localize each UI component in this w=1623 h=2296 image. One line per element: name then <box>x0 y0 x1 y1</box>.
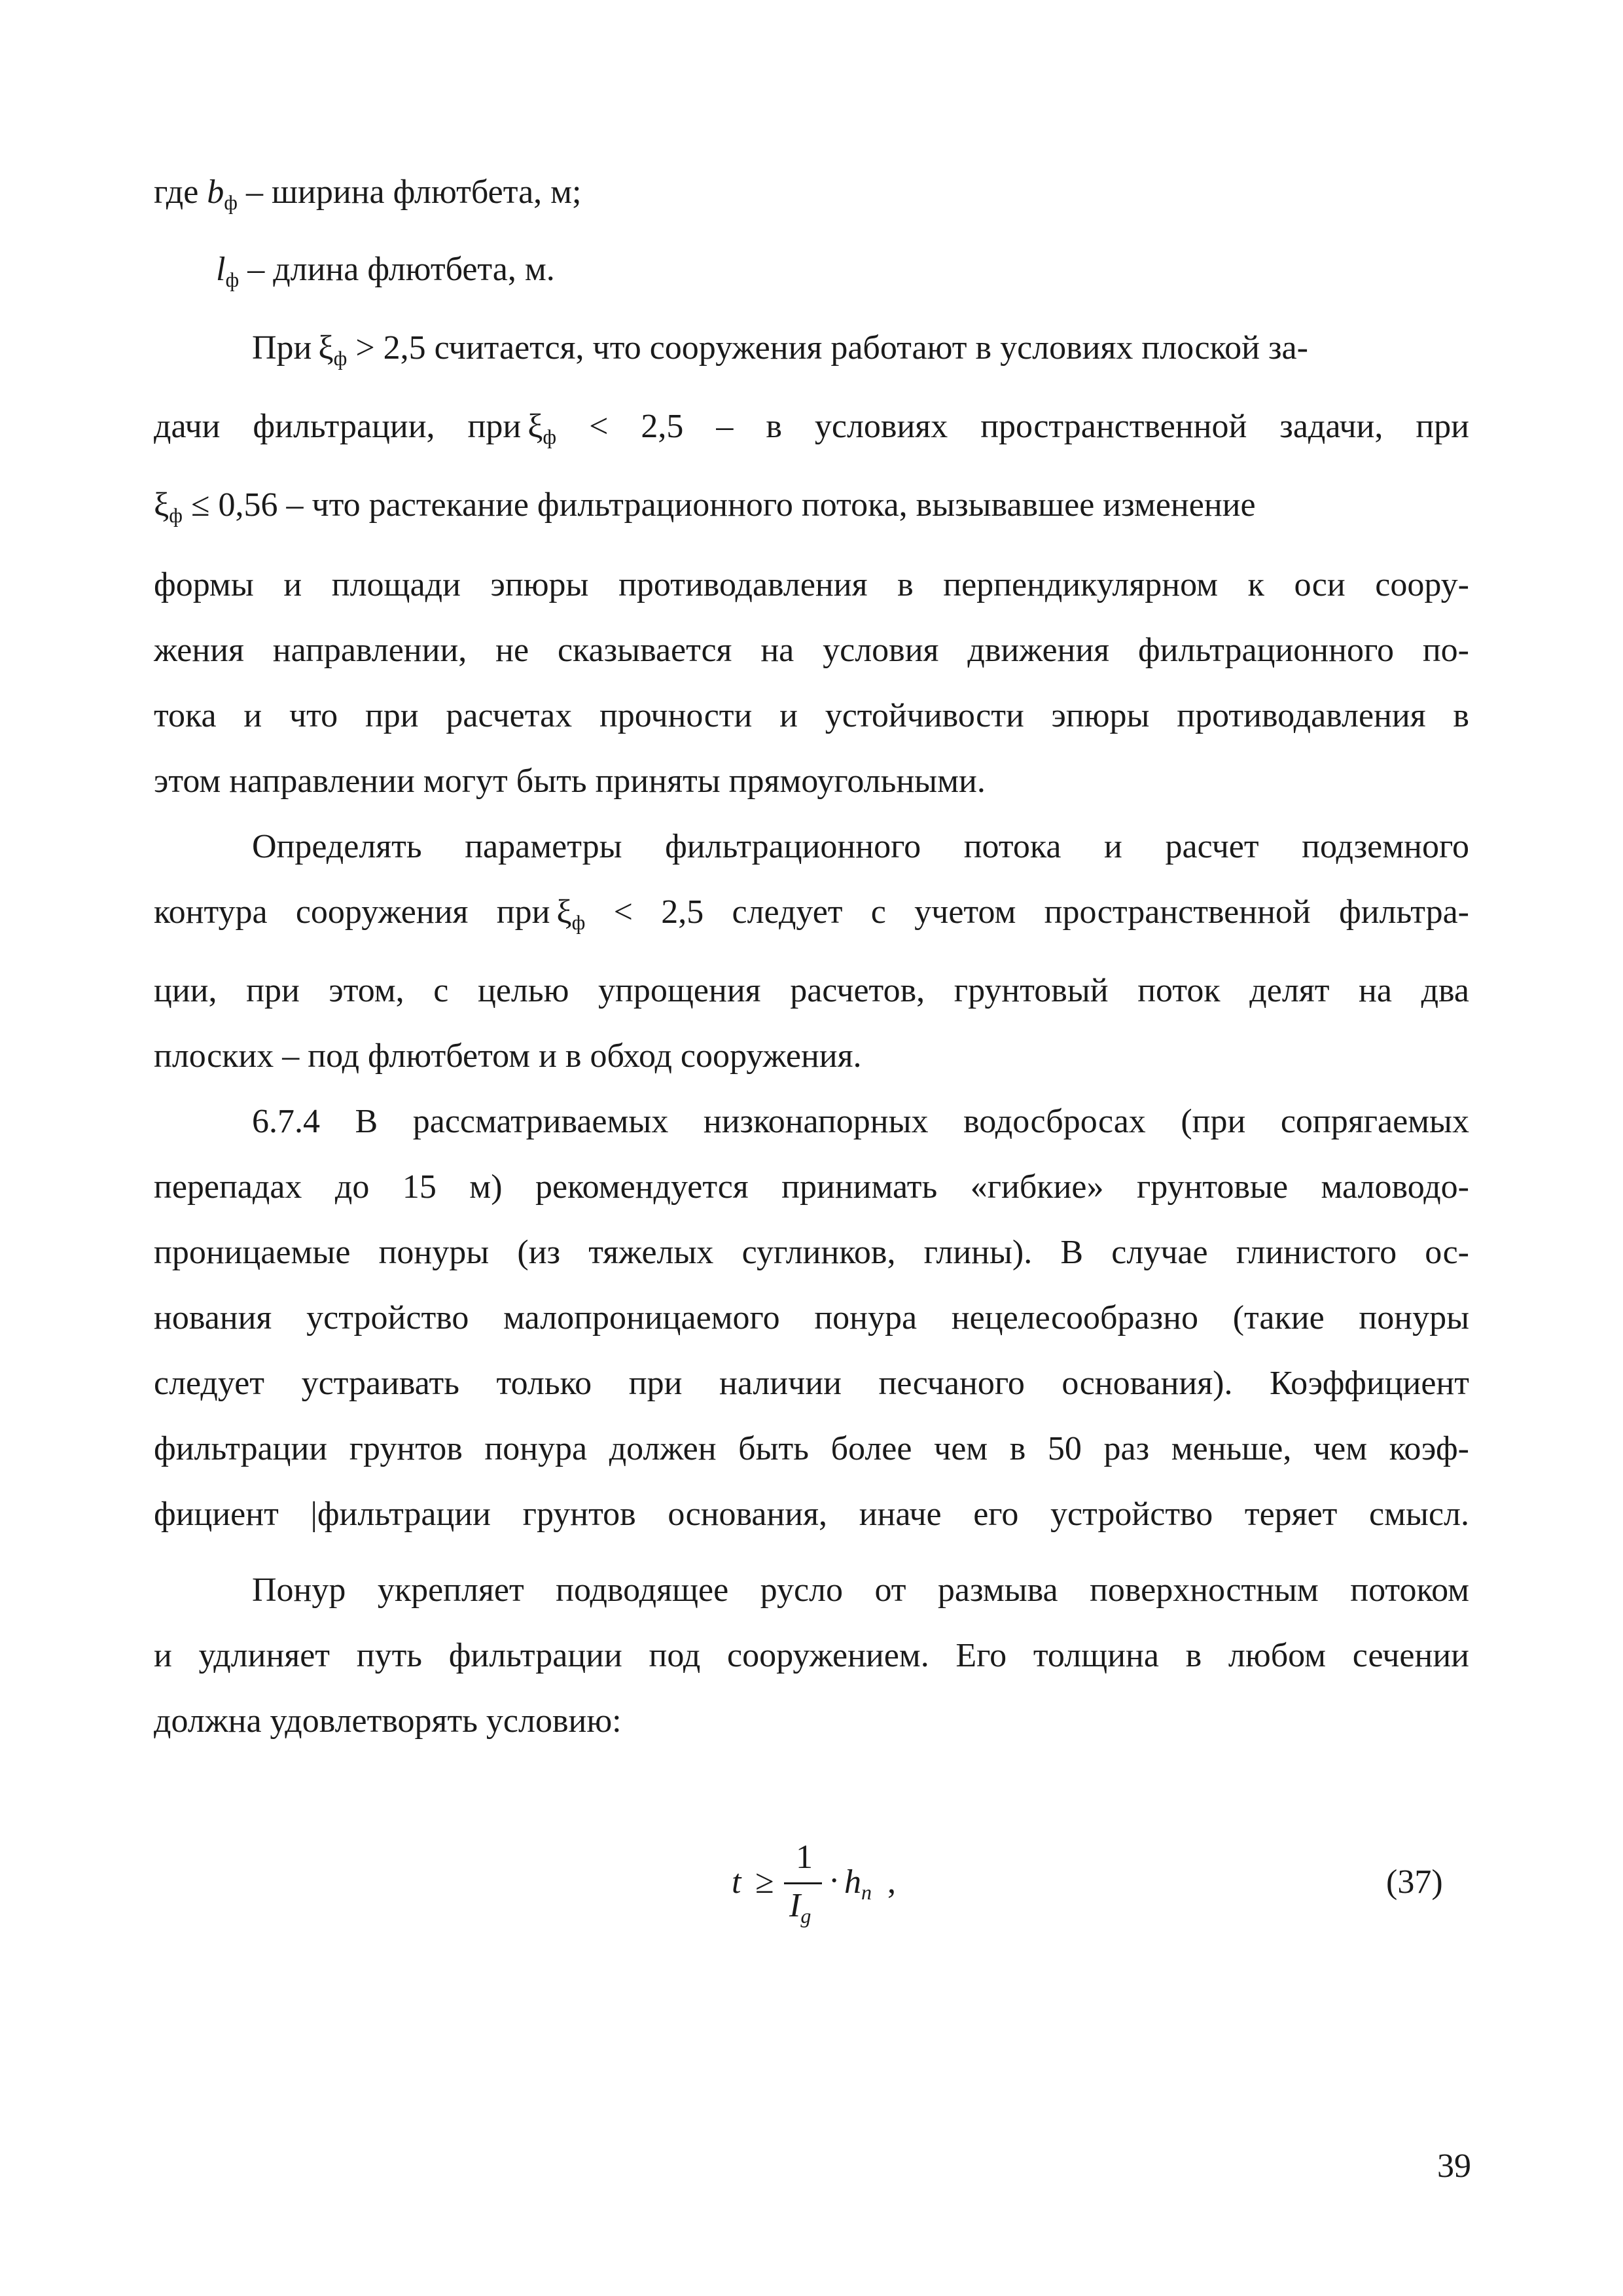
formula-numerator: 1 <box>796 1839 813 1876</box>
math-xi: ξ <box>318 329 334 367</box>
math-subscript: ф <box>224 190 238 214</box>
formula-denominator <box>789 1886 812 1928</box>
line-text: – ширина флютбета, м; <box>238 173 582 211</box>
math-subscript: ф <box>225 268 240 291</box>
fraction-bar <box>784 1882 822 1884</box>
paragraph-line: 6.7.4 В рассматриваемых низконапорных водосбросах (при сопрягаемых <box>252 1103 1469 1140</box>
line-text: < 2,5 следует с учетом пространственной фильтра- <box>585 893 1469 931</box>
paragraph-line: проницаемые понуры (из тяжелых суглинков, глины). В случае глинистого ос- <box>154 1234 1469 1271</box>
line-text: где <box>154 173 199 211</box>
math-xi: ξ <box>154 486 169 524</box>
paragraph-line: и удлиняет путь фильтрации под сооружением. Его толщина в любом сечении <box>154 1637 1469 1674</box>
math-variable: l <box>216 251 226 288</box>
formula-relation: ≥ <box>755 1863 774 1901</box>
formula-dot: · <box>829 1862 840 1899</box>
line-text: ≤ 0,56 – что растекание фильтрационного потока, вызывавшее изменение <box>182 486 1256 524</box>
line-text: При <box>252 329 312 367</box>
paragraph-line <box>154 891 1469 933</box>
math-variable: b <box>207 173 224 211</box>
paragraph-line: следует устраивать только при наличии песчаного основания). Коэффициент <box>154 1365 1469 1402</box>
equation-number: (37) <box>1386 1863 1443 1901</box>
paragraph-line: жения направлении, не сказывается на условия движения фильтрационного по- <box>154 632 1469 669</box>
paragraph-line: фициент |фильтрации грунтов основания, иначе его устройство теряет смысл. <box>154 1496 1469 1533</box>
text-line <box>154 171 1469 213</box>
paragraph-line: плоских – под флютбетом и в обход сооружения. <box>154 1037 862 1075</box>
paragraph-line <box>154 406 1469 448</box>
line-text: – длина флютбета, м. <box>239 251 555 288</box>
rhs-subscript: n <box>861 1880 872 1904</box>
formula-lhs: t <box>732 1863 741 1901</box>
line-text: > 2,5 считается, что сооружения работают в условиях плоской за- <box>347 329 1308 367</box>
paragraph-line: должна удовлетворять условию: <box>154 1702 622 1740</box>
paragraph-line: тока и что при расчетах прочности и устойчивости эпюры противодавления в <box>154 697 1469 734</box>
math-subscript: ф <box>333 346 348 370</box>
math-subscript: ф <box>543 425 557 448</box>
paragraph-line: нования устройство малопроницаемого понура нецелесообразно (такие понуры <box>154 1299 1469 1336</box>
math-subscript: ф <box>169 503 183 527</box>
line-text: < 2,5 – в условиях пространственной задачи, при <box>556 408 1469 445</box>
paragraph-line: фильтрации грунтов понура должен быть более чем в 50 раз меньше, чем коэф- <box>154 1430 1469 1467</box>
paragraph-line: Понур укрепляет подводящее русло от размыва поверхностным потоком <box>252 1571 1469 1609</box>
page-number: 39 <box>1437 2147 1471 2185</box>
paragraph-line: этом направлении могут быть приняты прямоугольными. <box>154 762 986 800</box>
paragraph-line: Определять параметры фильтрационного потока и расчет подземного <box>252 828 1469 865</box>
paragraph-line <box>154 484 1469 526</box>
paragraph-line <box>252 327 1469 369</box>
formula-37 <box>732 1838 928 1949</box>
formula-comma: , <box>887 1863 896 1901</box>
rhs-variable: h <box>844 1863 861 1901</box>
denominator-subscript: g <box>800 1904 812 1928</box>
line-text: контура сооружения при <box>154 893 550 931</box>
paragraph-line: перепадах до 15 м) рекомендуется принимать «гибкие» грунтовые маловодо- <box>154 1168 1469 1206</box>
math-subscript: ф <box>571 910 586 934</box>
line-text: дачи фильтрации, при <box>154 408 522 445</box>
paragraph-line: ции, при этом, с целью упрощения расчетов, грунтовый поток делят на два <box>154 972 1469 1009</box>
denominator-variable: I <box>789 1887 801 1924</box>
paragraph-line: формы и площади эпюры противодавления в перпендикулярном к оси соору- <box>154 566 1469 603</box>
formula-rhs <box>844 1863 872 1904</box>
text-line <box>216 249 1531 291</box>
math-xi: ξ <box>556 893 572 931</box>
math-xi: ξ <box>527 408 543 445</box>
